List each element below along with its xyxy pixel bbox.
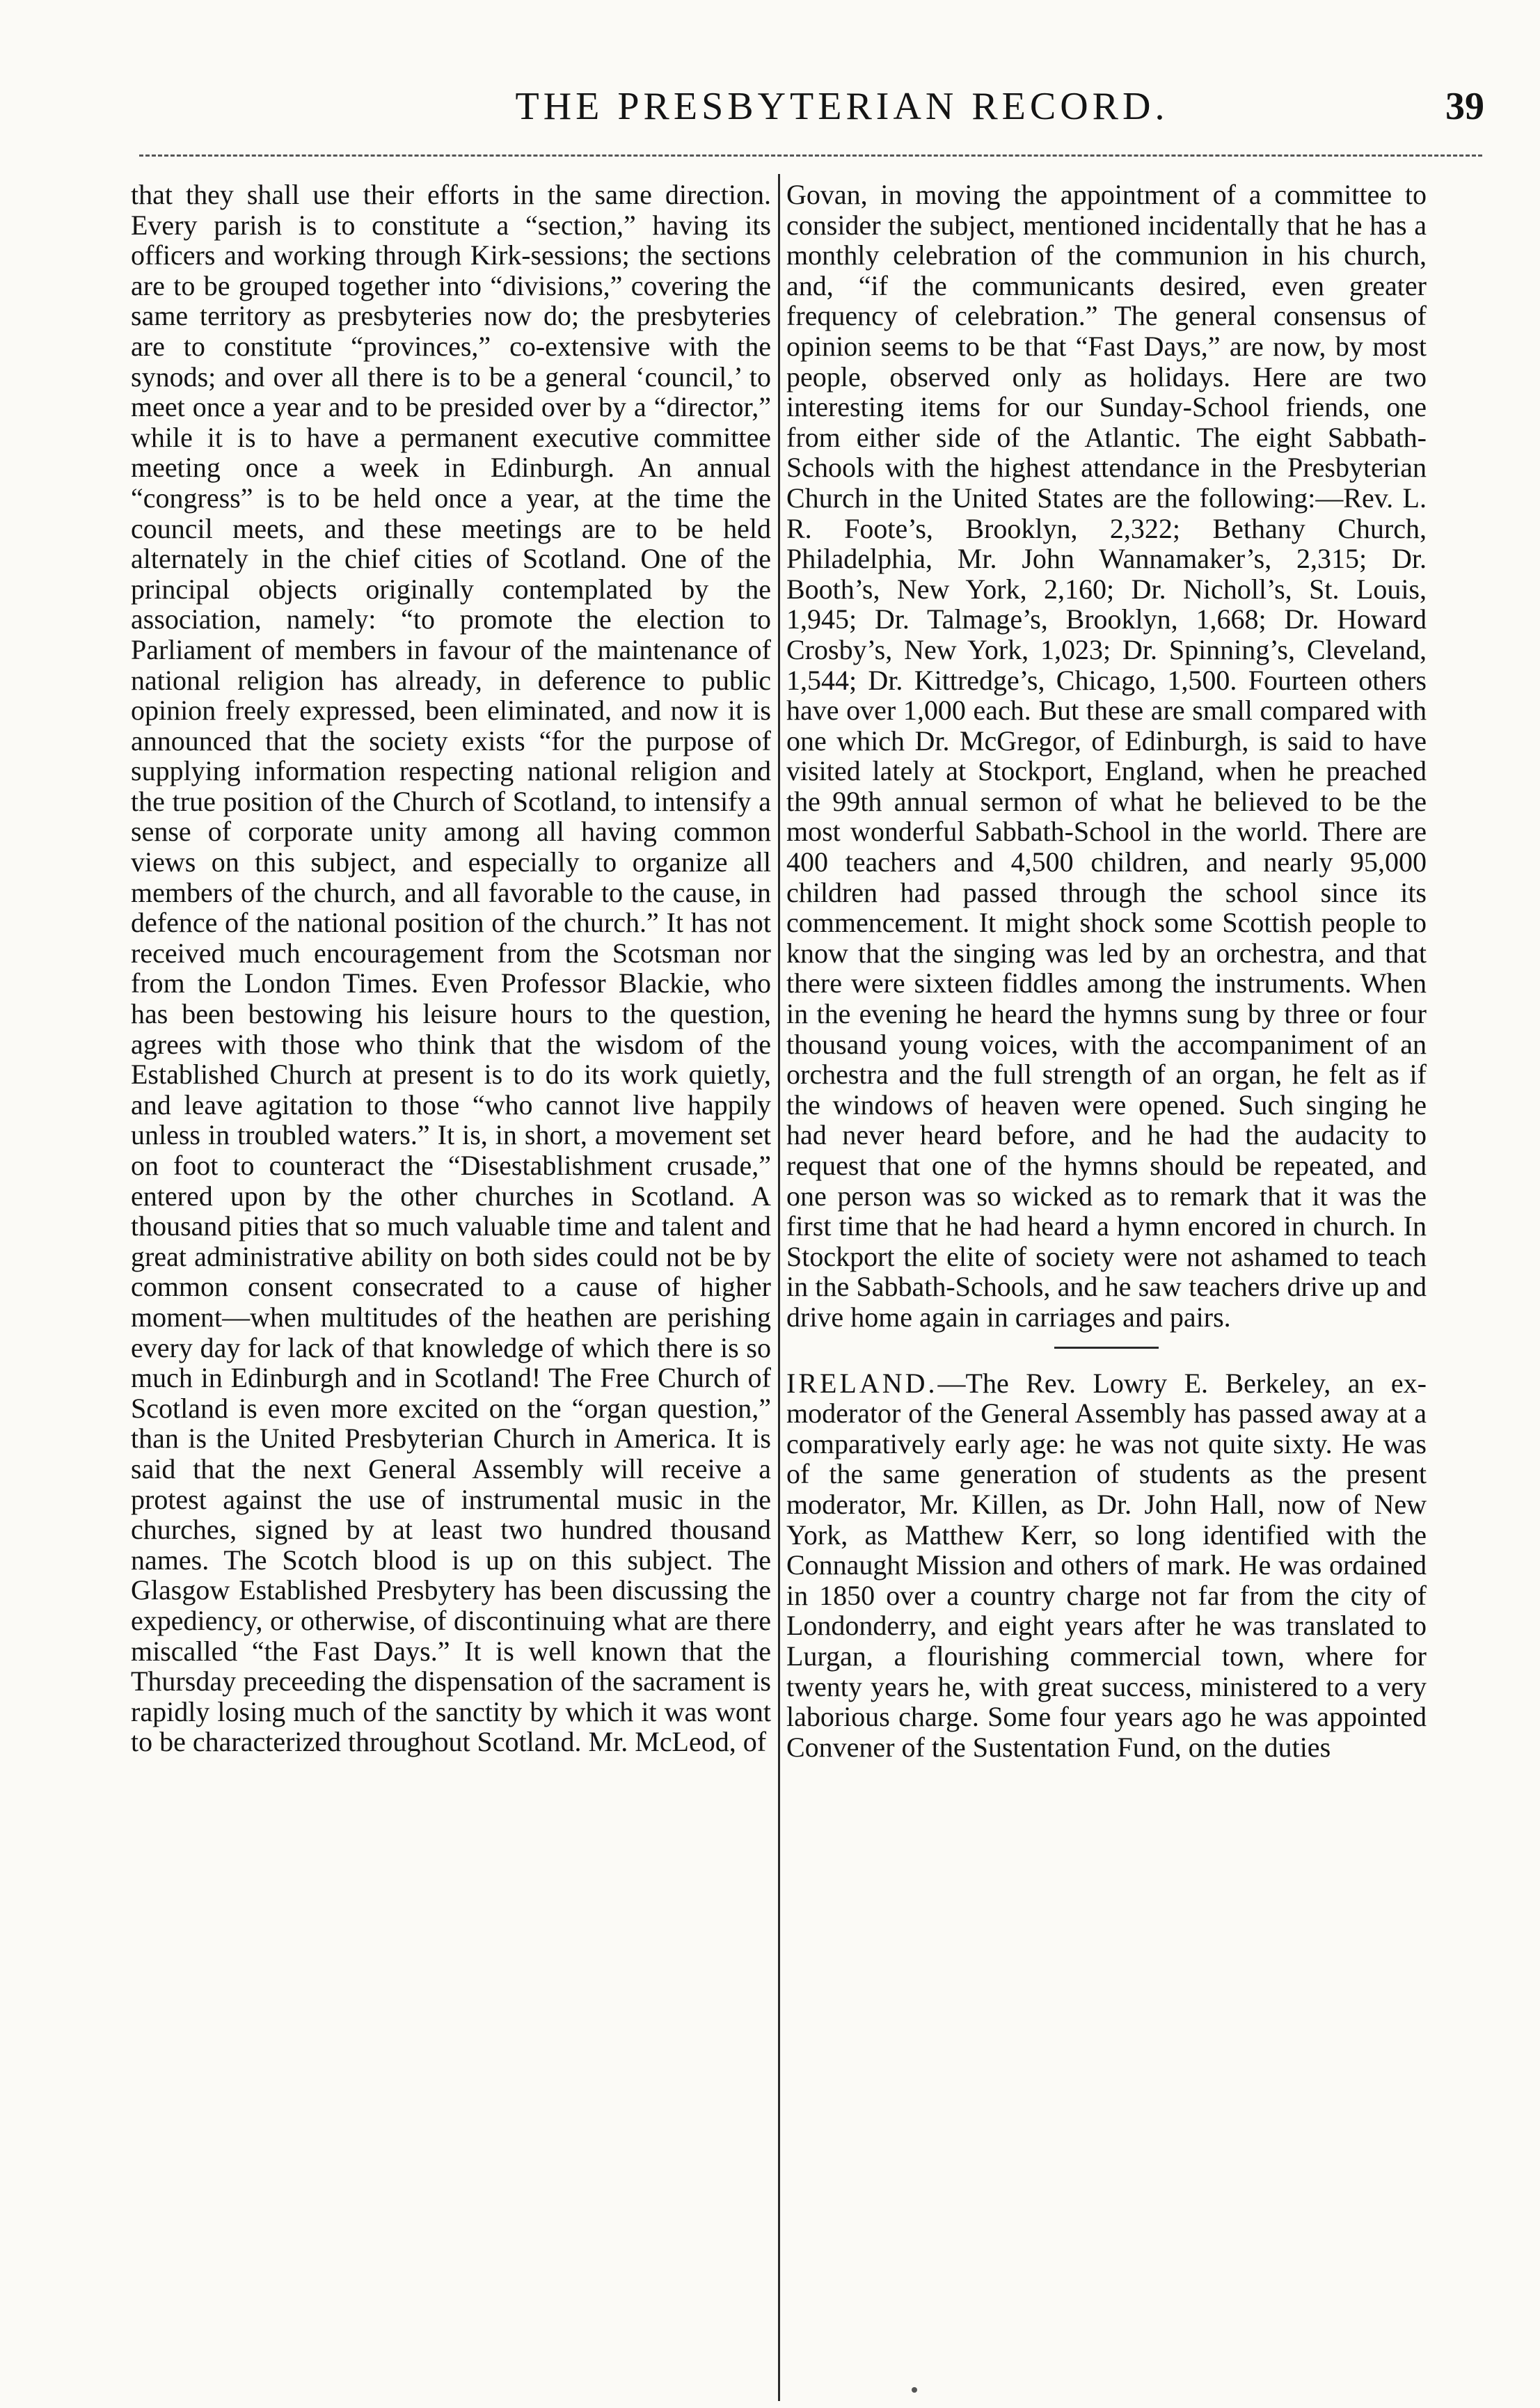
left-column-paragraph: that they shall use their efforts in the same direction. Every parish is to constitute a “section,” having its officers and working through Kirk-sessions; the sections are to be grouped together into “divisions,” covering the same territory as presbyteries now do; the presbyteries are to constitute “provinces,” co-extensive with the synods; and over all there is to be a general ‘council,’ to meet once a year and to be presided over by a “director,” while it is to have a permanent executive committee meeting once a week in Edinburgh. An annual “congress” is to be held once a year, at the time the council meets, and these meetings are to be held alternately in the chief cities of Scotland. One of the principal objects originally contemplated by the association, namely: “to promote the election to Parliament of members in favour of the maintenance of national religion has already, in deference to public opinion freely expressed, been eliminated, and now it is announced that the society exists “for the purpose of supplying information respecting national religion and the true position of the Church of Scotland, to intensify a sense of corporate unity among all having common views on this subject, and especially to organize all members of the church, and all favorable to the cause, in defence of the national position of the church.” It has not received much encouragement from the Scotsman nor from the London Times. Even Professor Blackie, who has been bestowing his leisure hours to the question, agrees with those who think that the wisdom of the Established Church at present is to do its work quietly, and leave agitation to those “who cannot live happily unless in troubled waters.” It is, in short, a movement set on foot to counteract the “Disestablishment crusade,” entered upon by the other churches in Scotland. A thousand pities that so much valuable time and talent and great administrative ability on both sides could not be by common consent consecrated to a cause of higher moment—when multitudes of the heathen are perishing every day for lack of that knowledge of which there is so much in Edinburgh and in Scotland! The Free Church of Scotland is even more excited on the “organ question,” than is the United Presbyterian Church in America. It is said that the next General Assembly will receive a protest against the use of instrumental music in the churches, signed by at least two hundred thousand names. The Scotch blood is up on this subject. The Glasgow Established Presbytery has been discussing the expediency, or otherwise, of discontinuing what are there miscalled “the Fast Days.” It is well known that the Thursday preceeding the dispensation of the sacrament is rapidly losing much of the sanctity by which it was wont to be characterized throughout Scotland. Mr. McLeod, of xyxy=(131,179,771,1758)
header-rule xyxy=(139,155,1482,157)
ireland-paragraph xyxy=(786,1368,1427,1763)
section-heading-ireland: IRELAND. xyxy=(786,1367,938,1399)
section-rule xyxy=(1054,1347,1159,1349)
column-divider xyxy=(778,174,780,2401)
running-head-title: THE PRESBYTERIAN RECORD. xyxy=(515,85,1169,128)
left-column xyxy=(131,180,771,1757)
print-speck xyxy=(912,2387,917,2393)
right-column-paragraph-2: —The Rev. Lowry E. Berkeley, an ex-moderator of the General Assembly has passed away at a comparatively early age: he was not quite sixty. He was of the same generation of students as the present moderator, Mr. Killen, as Dr. John Hall, now of New York, as Matthew Kerr, so long identified with the Connaught Mission and others of mark. He was ordained in 1850 over a country charge not far from the city of Londonderry, and eight years after he was translated to Lurgan, a flourishing commercial town, where for twenty years he, with great success, ministered to a very laborious charge. Some four years ago he was appointed Convener of the Sustentation Fund, on the duties xyxy=(786,1367,1427,1763)
right-column-paragraph-1: Govan, in moving the appointment of a committee to consider the subject, mentioned incidentally that he has a monthly celebration of the communion in his church, and, “if the communicants desired, even greater frequency of celebration.” The general consensus of opinion seems to be that “Fast Days,” are now, by most people, observed only as holidays. Here are two interesting items for our Sunday-School friends, one from either side of the Atlantic. The eight Sabbath-Schools with the highest attendance in the Presbyterian Church in the United States are the following:—Rev. L. R. Foote’s, Brooklyn, 2,322; Bethany Church, Philadelphia, Mr. John Wannamaker’s, 2,315; Dr. Booth’s, New York, 2,160; Dr. Nicholl’s, St. Louis, 1,945; Dr. Talmage’s, Brooklyn, 1,668; Dr. Howard Crosby’s, New York, 1,023; Dr. Spinning’s, Cleveland, 1,544; Dr. Kittredge’s, Chicago, 1,500. Fourteen others have over 1,000 each. But these are small compared with one which Dr. McGregor, of Edinburgh, is said to have visited lately at Stockport, England, when he preached the 99th annual sermon of what he believed to be the most wonderful Sabbath-School in the world. There are 400 teachers and 4,500 children, and nearly 95,000 children had passed through the school since its commencement. It might shock some Scottish people to know that the singing was led by an orchestra, and that there were sixteen fiddles among the instruments. When in the evening he heard the hymns sung by three or four thousand young voices, with the accompaniment of an orchestra and the full strength of an organ, he felt as if the windows of heaven were opened. Such singing he had never heard before, and he had the audacity to request that one of the hymns should be repeated, and one person was so wicked as to remark that it was the first time that he had heard a hymn encored in church. In Stockport the elite of society were not ashamed to teach in the Sabbath-Schools, and he saw teachers drive up and drive home again in carriages and pairs. xyxy=(786,179,1427,1333)
page-number: 39 xyxy=(1445,85,1484,128)
right-column xyxy=(786,180,1427,1762)
